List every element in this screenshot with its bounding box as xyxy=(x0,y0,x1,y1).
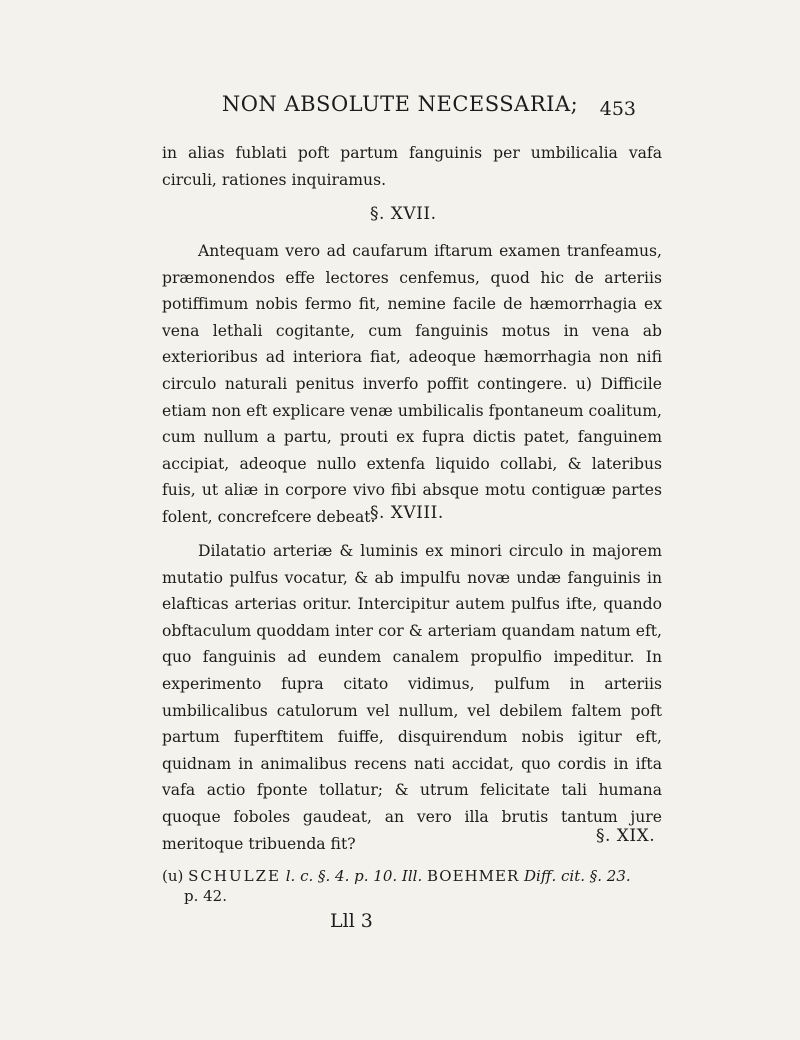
paragraph-18: Dilatatio arteriæ & luminis ex minori circulo in majorem mutatio pulfus vocatur, & ab impulfu novæ undæ fanguinis in elafticas arterias oritur. Intercipitur autem pulfus ifte, quando obftaculum quoddam inter cor & arteriam quandam natum eft, quo fanguinis ad eundem canalem propulfio impeditur. In experimento fupra citato vidimus, pulfum in arteriis umbilicalibus catulorum vel nullum, vel debilem faltem poft partum fuperftitem fuiffe, disquirendum nobis igitur eft, quidnam in animalibus recens nati accidat, quo cordis in ifta vafa actio fponte tollatur; & utrum felicitate tali humana quoque foboles gaudeat, an vero illa brutis tantum jure meritoque tribuenda fit? xyxy=(162,542,662,853)
footnote-ref: Diff. cit. §. 23. xyxy=(524,867,631,885)
section-17-body xyxy=(162,238,662,531)
signature-mark: Lll 3 xyxy=(330,910,373,932)
section-heading-19: §. XIX. xyxy=(596,826,656,846)
footnote-ref: l. c. §. 4. p. 10. xyxy=(285,867,398,885)
section-heading-18: §. XVIII. xyxy=(370,503,444,523)
section-heading-17: §. XVII. xyxy=(370,204,437,224)
footnote-page-ref: p. 42. xyxy=(184,887,227,905)
paragraph-17: Antequam vero ad caufarum iftarum examen tranfeamus, præmonendos effe lectores cenfemus, quod hic de arteriis potiffimum nobis fermo fit, nemine facile de hæmorrhagia ex vena lethali cogitante, cum fanguinis motus in vena ab exterioribus ad interiora fiat, adeoque hæmorrhagia non nifi circulo naturali penitus inverfo poffit contingere. u) Difficile etiam non eft explicare venæ umbilicalis fpontaneum coalitum, cum nullum a partu, prouti ex fupra dictis patet, fanguinem accipiat, adeoque nullo extenfa liquido collabi, & lateribus fuis, ut aliæ in corpore vivo fibi absque motu contiguæ partes folent, concrefcere debeat. xyxy=(162,242,662,526)
page-number: 453 xyxy=(599,98,636,120)
footnote-title-abbrev: Ill. xyxy=(401,867,423,885)
lead-paragraph xyxy=(162,140,662,193)
footnote-marker: (u) xyxy=(162,867,184,885)
footnote-author: BOEHMER xyxy=(427,867,520,885)
section-18-body xyxy=(162,538,662,857)
footnote-author: SCHULZE xyxy=(188,867,281,885)
paragraph-continuation: in alias fublati poft partum fanguinis per umbilicalia vafa circuli, rationes inquiramus. xyxy=(162,144,662,189)
footnote xyxy=(162,866,682,906)
running-head: NON ABSOLUTE NECESSARIA; xyxy=(221,92,579,116)
